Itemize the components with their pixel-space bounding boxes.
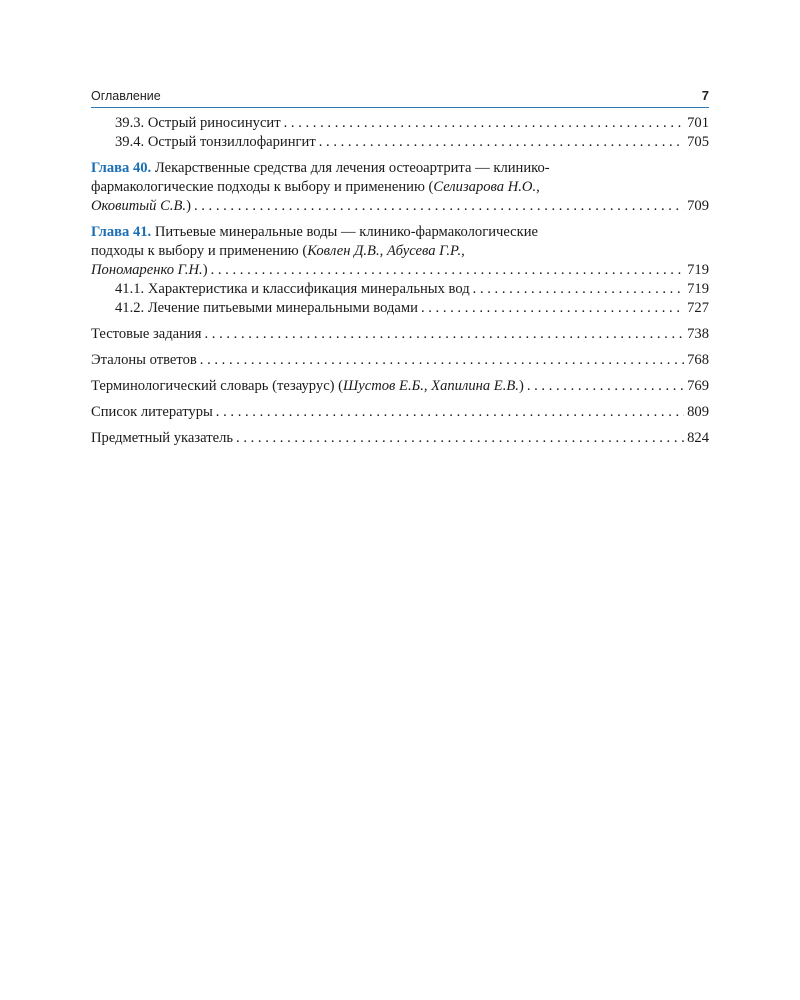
toc-chapter-40[interactable]: Глава 40. Лекарственные средства для лечения остеоартрита — клинико- фармакологические подходы к выбору и применению (Селизарова Н.О., Оковитый С.В.) . . . 709 <box>91 159 709 216</box>
glossary-authors: Шустов Е.Б., Хапилина Е.В. <box>343 378 519 394</box>
chapter-41-title-line2: подходы к выбору и применению ( <box>91 243 308 259</box>
leader-dots <box>236 429 684 448</box>
toc-entry-page: 719 <box>687 262 709 278</box>
toc-entry-page: 701 <box>687 115 709 131</box>
toc-chapter-41[interactable]: Глава 41. Питьевые минеральные воды — клинико-фармакологические подходы к выбору и применению (Ковлен Д.В., Абусева Г.Р., Пономаренко Г.Н.) . . . 719 41.1. Характеристика и классификация минеральных вод . . . 719 41.2. Лечение питьевыми минеральными водами . . . 727 <box>91 223 709 318</box>
chapter-41-link[interactable]: Глава 41 <box>91 224 148 240</box>
toc-entry-page: 769 <box>687 378 709 394</box>
leader-dots <box>527 377 684 396</box>
toc-entry-title: Терминологический словарь (тезаурус) ( <box>91 378 344 394</box>
chapter-41-authors: Ковлен Д.В., Абусева Г.Р., <box>307 243 465 259</box>
toc-entry-title: 39.4. Острый тонзиллофарингит <box>115 134 316 150</box>
toc-entry-page: 709 <box>687 198 709 214</box>
toc-entry-page: 727 <box>687 300 709 316</box>
chapter-41-authors-cont: Пономаренко Г.Н. <box>91 262 203 278</box>
leader-dots <box>194 197 684 216</box>
toc-entry-answers[interactable] <box>91 351 709 370</box>
toc-entry-title: Предметный указатель <box>91 430 234 446</box>
toc-entry-page: 738 <box>687 326 709 342</box>
chapter-40-authors: Селизарова Н.О., <box>433 179 540 195</box>
leader-dots <box>284 114 685 133</box>
toc-entry-tests[interactable] <box>91 325 709 344</box>
header-title: Оглавление <box>91 89 161 103</box>
toc-entry-title: Эталоны ответов <box>91 352 197 368</box>
toc-entry-glossary[interactable]: Терминологический словарь (тезаурус) (Шустов Е.Б., Хапилина Е.В.) . . . 769 <box>91 377 709 396</box>
chapter-40-title-line2: фармакологические подходы к выбору и применению ( <box>91 179 434 195</box>
chapter-40-authors-cont: Оковитый С.В. <box>91 198 187 214</box>
toc-entry-41-2[interactable] <box>91 299 709 318</box>
leader-dots <box>211 261 685 280</box>
chapter-40-title-line1: Лекарственные средства для лечения остеоартрита — клинико- <box>154 160 550 176</box>
leader-dots <box>216 403 684 422</box>
leader-dots <box>319 133 684 152</box>
toc-entry-page: 768 <box>687 352 709 368</box>
toc-entry-index[interactable] <box>91 429 709 448</box>
toc-entry-title: 41.2. Лечение питьевыми минеральными водами <box>115 300 418 316</box>
toc-entry-41-1[interactable] <box>91 280 709 299</box>
toc-entry-title: 39.3. Острый риносинусит <box>115 115 281 131</box>
chapter-40-link[interactable]: Глава 40 <box>91 160 148 176</box>
toc-entry-page: 809 <box>687 404 709 420</box>
leader-dots <box>204 325 684 344</box>
toc-entry-page: 719 <box>687 281 709 297</box>
toc-entry-title: Тестовые задания <box>91 326 202 342</box>
leader-dots <box>200 351 684 370</box>
running-header <box>91 88 709 108</box>
toc-entry-39-4[interactable] <box>91 133 709 152</box>
chapter-41-title-line1: Питьевые минеральные воды — клинико-фармакологические <box>154 224 539 240</box>
toc-entry-references[interactable] <box>91 403 709 422</box>
toc-entry-page: 705 <box>687 134 709 150</box>
leader-dots <box>421 299 684 318</box>
header-page-number: 7 <box>701 88 709 103</box>
toc-entry-page: 824 <box>687 430 709 446</box>
table-of-contents <box>91 114 709 448</box>
leader-dots <box>473 280 684 299</box>
toc-entry-title: 41.1. Характеристика и классификация минеральных вод <box>115 281 470 297</box>
toc-entry-39-3[interactable] <box>91 114 709 133</box>
toc-page <box>91 88 709 448</box>
toc-entry-title: Список литературы <box>91 404 213 420</box>
